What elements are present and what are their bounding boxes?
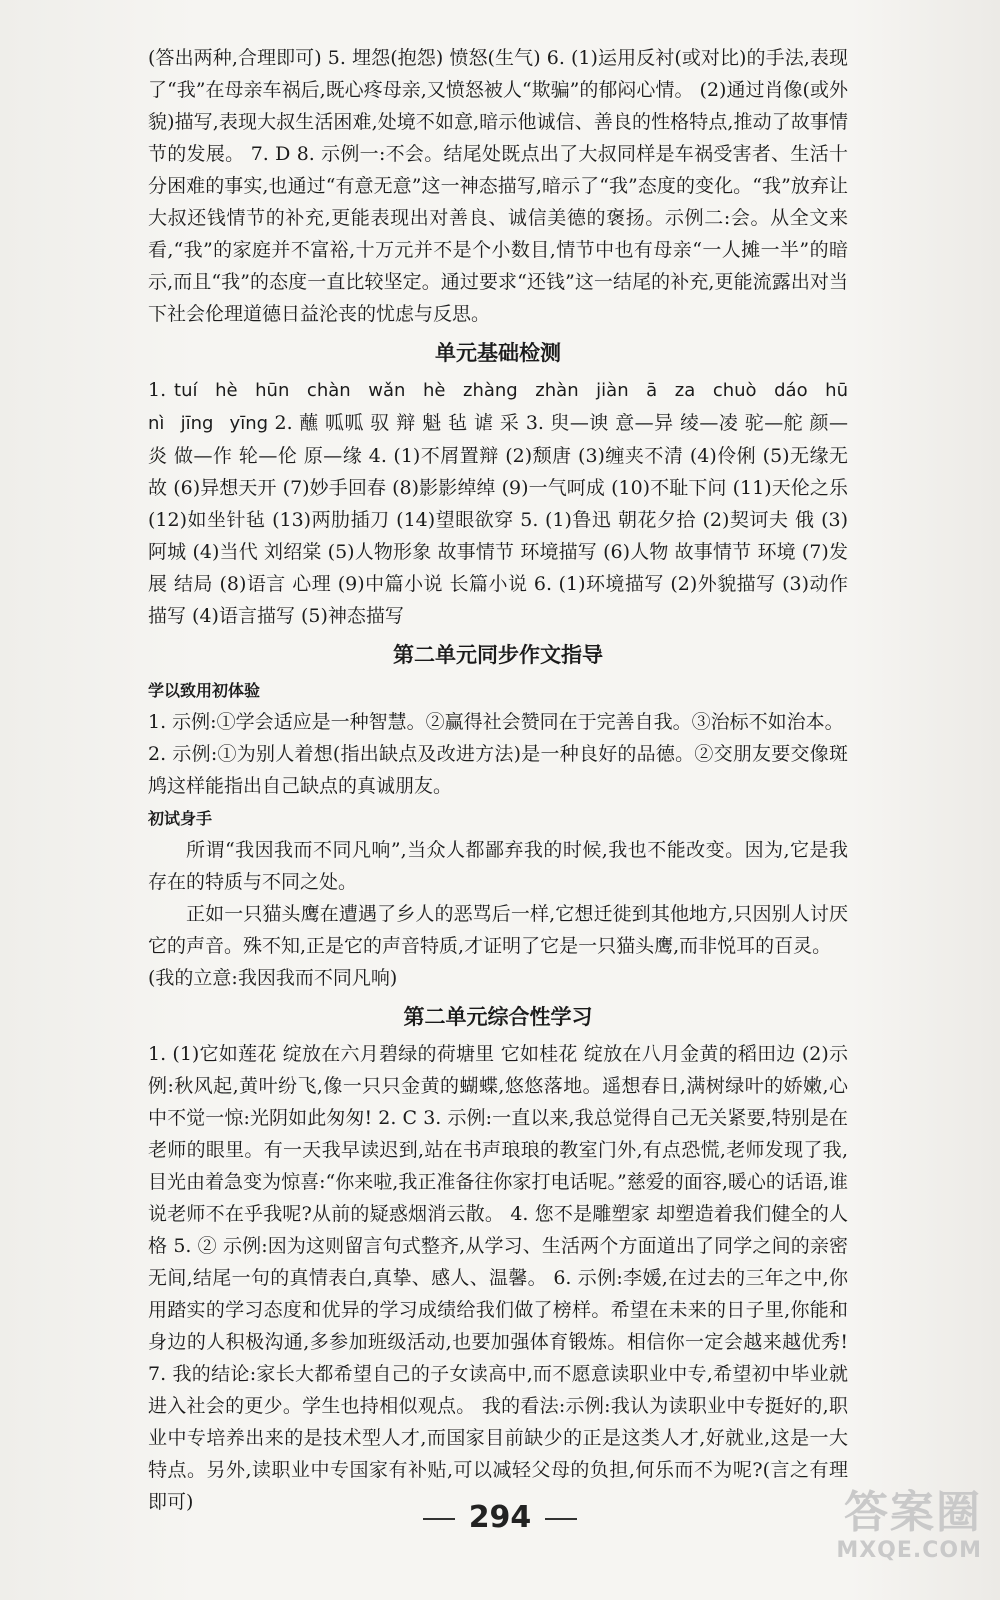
essay-note: (我的立意:我因我而不同凡响) (148, 967, 398, 989)
page-number-dash-left (423, 1518, 455, 1520)
watermark-logo: 答案圈 (844, 1487, 982, 1538)
writing-item-2: 2. 示例:①为别人着想(指出缺点及改进方法)是一种良好的品德。②交朋友要交像斑鸠这样能指出自己缺点的真诚朋友。 (148, 743, 848, 797)
writing-subheading-trial: 初试身手 (148, 809, 213, 828)
comprehensive-title: 第二单元综合性学习 (403, 1004, 593, 1029)
page-number-text: 294 (468, 1500, 532, 1535)
writing-guide-title: 第二单元同步作文指导 (393, 642, 603, 667)
essay-paragraph-1: 所谓“我因我而不同凡响”,当众人都鄙弃我的时候,我也不能改变。因为,它是我存在的特质与不同之处。 (148, 839, 848, 893)
intro-answers: (答出两种,合理即可) 5. 埋怨(抱怨) 愤怒(生气) 6. (1)运用反衬(或对比)的手法,表现了“我”在母亲车祸后,既心疼母亲,又愤怒被人“欺骗”的郁闷心情。 (2)通过肖像(或外貌)描写,表现大叔生活困难,处境不如意,暗示他诚信、善良的性格特点,推动了故事情节的发展。 7. D 8. 示例一:不会。结尾处既点出了大叔同样是车祸受害者、生活十分困难的事实,也通过“有意无意”这一神态描写,暗示了“我”态度的变化。“我”放弃让大叔还钱情节的补充,更能表现出对善良、诚信美德的褒扬。示例二:会。从全文来看,“我”的家庭并不富裕,十万元并不是个小数目,情节中也有母亲“一人摊一半”的暗示,而且“我”的态度一直比较坚定。通过要求“还钱”这一结尾的补充,更能流露出对当下社会伦理道德日益沦丧的忧虑与反思。 (148, 47, 848, 325)
comprehensive-answers: 1. (1)它如莲花 绽放在六月碧绿的荷塘里 它如桂花 绽放在八月金黄的稻田边 (2)示例:秋风起,黄叶纷飞,像一只只金黄的蝴蝶,悠悠落地。遥想春日,满树绿叶的娇嫩,心中不觉一惊:光阴如此匆匆! 2. C 3. 示例:一直以来,我总觉得自己无关紧要,特别是在老师的眼里。有一天我早读迟到,站在书声琅琅的教室门外,有点恐慌,老师发现了我,目光由着急变为惊喜:“你来啦,我正准备往你家打电话呢。”慈爱的面容,暖心的话语,谁说老师不在乎我呢?从前的疑惑烟消云散。 4. 您不是雕塑家 却塑造着我们健全的人格 5. ② 示例:因为这则留言句式整齐,从学习、生活两个方面道出了同学之间的亲密无间,结尾一句的真情表白,真挚、感人、温馨。 6. 示例:李媛,在过去的三年之中,你用踏实的学习态度和优异的学习成绩给我们做了榜样。希望在未来的日子里,你能和身边的人积极沟通,多参加班级活动,也要加强体育锻炼。相信你一定会越来越优秀! 7. 我的结论:家长大都希望自己的子女读高中,而不愿意读职业中专,希望初中毕业就进入社会的更少。学生也持相似观点。 我的看法:示例:我认为读职业中专挺好的,职业中专培养出来的是技术型人才,而国家目前缺少的正是这类人才,好就业,这是一大特点。另外,读职业中专国家有补贴,可以减轻父母的负担,何乐而不为呢?(言之有理即可) (148, 1043, 848, 1513)
watermark-url: MXQE.COM (836, 1538, 982, 1563)
writing-item-1: 1. 示例:①学会适应是一种智慧。②赢得社会赞同在于完善自我。③治标不如治本。 (148, 711, 844, 733)
unit-test-rest: 2. 蘸 呱呱 驭 辩 魁 毡 谑 采 3. 臾—谀 意—异 绫—凌 驼—舵 颜—炎 做—作 轮—伦 原—缘 4. (1)不屑置辩 (2)颓唐 (3)缠夹不清 (4)伶俐 (5)无缘无故 (6)异想天开 (7)妙手回春 (8)影影绰绰 (9)一气呵成 (10)不耻下问 (11)天伦之乐 (12)如坐针毡 (13)两肋插刀 (14)望眼欲穿 5. (1)鲁迅 朝花夕拾 (2)契诃夫 俄 (3)阿城 (4)当代 刘绍棠 (5)人物形象 故事情节 环境描写 (6)人物 故事情节 环境 (7)发展 结局 (8)语言 心理 (9)中篇小说 长篇小说 6. (1)环境描写 (2)外貌描写 (3)动作描写 (4)语言描写 (5)神态描写 (148, 412, 848, 627)
unit-test-answers (148, 374, 848, 632)
unit-test-title: 单元基础检测 (435, 340, 561, 365)
answer-content (148, 42, 848, 1518)
pinyin-answers: tuí hè hūn chàn wǎn hè zhàng zhàn jiàn ā za chuò dáo hū nì jīng yīng (148, 380, 848, 434)
watermark (832, 1488, 982, 1580)
q1-label: 1. (148, 379, 167, 401)
essay-paragraph-2: 正如一只猫头鹰在遭遇了乡人的恶骂后一样,它想迁徙到其他地方,只因别人讨厌它的声音。殊不知,正是它的声音特质,才证明了它是一只猫头鹰,而非悦耳的百灵。 (148, 903, 848, 957)
page-number-dash-right (545, 1518, 577, 1520)
writing-subheading-practice: 学以致用初体验 (148, 681, 261, 700)
